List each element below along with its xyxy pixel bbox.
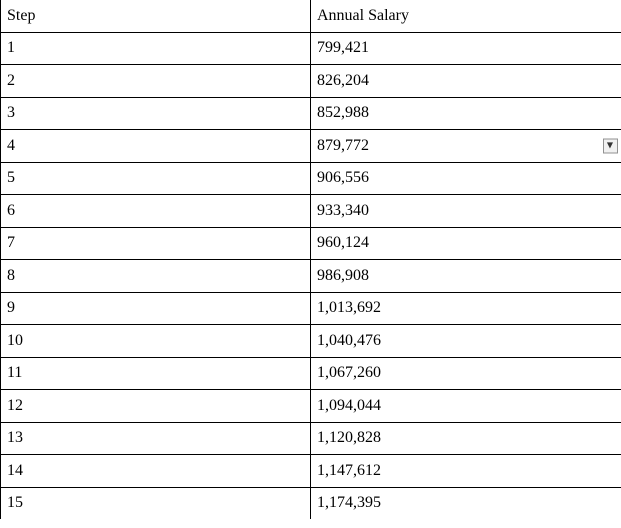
table-row — [1, 195, 621, 228]
step-cell[interactable]: 14 — [1, 455, 311, 488]
table-row — [1, 455, 621, 488]
salary-cell[interactable]: 1,147,612 — [311, 455, 621, 488]
salary-cell[interactable]: 906,556 — [311, 162, 621, 195]
cell-dropdown-button[interactable] — [603, 138, 618, 153]
step-cell[interactable]: 1 — [1, 32, 311, 65]
step-cell[interactable]: 4 — [1, 130, 311, 163]
table-row — [1, 292, 621, 325]
table-row — [1, 97, 621, 130]
step-cell[interactable]: 3 — [1, 97, 311, 130]
step-cell[interactable]: 9 — [1, 292, 311, 325]
step-cell[interactable]: 5 — [1, 162, 311, 195]
salary-cell[interactable]: 1,174,395 — [317, 494, 381, 512]
salary-cell[interactable]: 933,340 — [311, 195, 621, 228]
salary-cell[interactable]: 960,124 — [311, 227, 621, 260]
step-cell[interactable]: 8 — [1, 260, 311, 293]
table-row — [1, 357, 621, 390]
salary-cell[interactable]: 1,094,044 — [311, 390, 621, 423]
salary-cell[interactable]: 826,204 — [311, 65, 621, 98]
salary-cell[interactable]: 852,988 — [311, 97, 621, 130]
step-cell[interactable]: 15 — [1, 487, 311, 519]
table-row — [1, 130, 621, 163]
step-cell[interactable]: 12 — [1, 390, 311, 423]
header-row — [1, 0, 621, 32]
table-row — [1, 422, 621, 455]
step-cell[interactable]: 2 — [1, 65, 311, 98]
column-header-step[interactable]: Step — [1, 0, 311, 32]
column-header-annual-salary[interactable]: Annual Salary — [311, 0, 621, 32]
table-row — [1, 162, 621, 195]
salary-cell[interactable]: 799,421 — [311, 32, 621, 65]
table-row — [1, 325, 621, 358]
dropdown-arrow-icon: ▼ — [606, 140, 614, 150]
table-row — [1, 260, 621, 293]
step-cell[interactable]: 7 — [1, 227, 311, 260]
salary-cell[interactable]: 1,040,476 — [311, 325, 621, 358]
step-cell[interactable]: 11 — [1, 357, 311, 390]
table-row — [1, 390, 621, 423]
salary-cell[interactable]: 1,067,260 — [311, 357, 621, 390]
table-row — [1, 227, 621, 260]
step-cell[interactable]: 13 — [1, 422, 311, 455]
table-row — [1, 487, 621, 519]
salary-cell[interactable]: 1,120,828 — [311, 422, 621, 455]
salary-cell-selected[interactable] — [311, 130, 621, 163]
salary-cell[interactable]: 1,013,692 — [311, 292, 621, 325]
step-cell[interactable]: 6 — [1, 195, 311, 228]
step-cell[interactable]: 10 — [1, 325, 311, 358]
salary-value: 879,772 — [317, 136, 369, 154]
salary-cell[interactable]: 986,908 — [311, 260, 621, 293]
table-row — [1, 32, 621, 65]
table-row — [1, 65, 621, 98]
